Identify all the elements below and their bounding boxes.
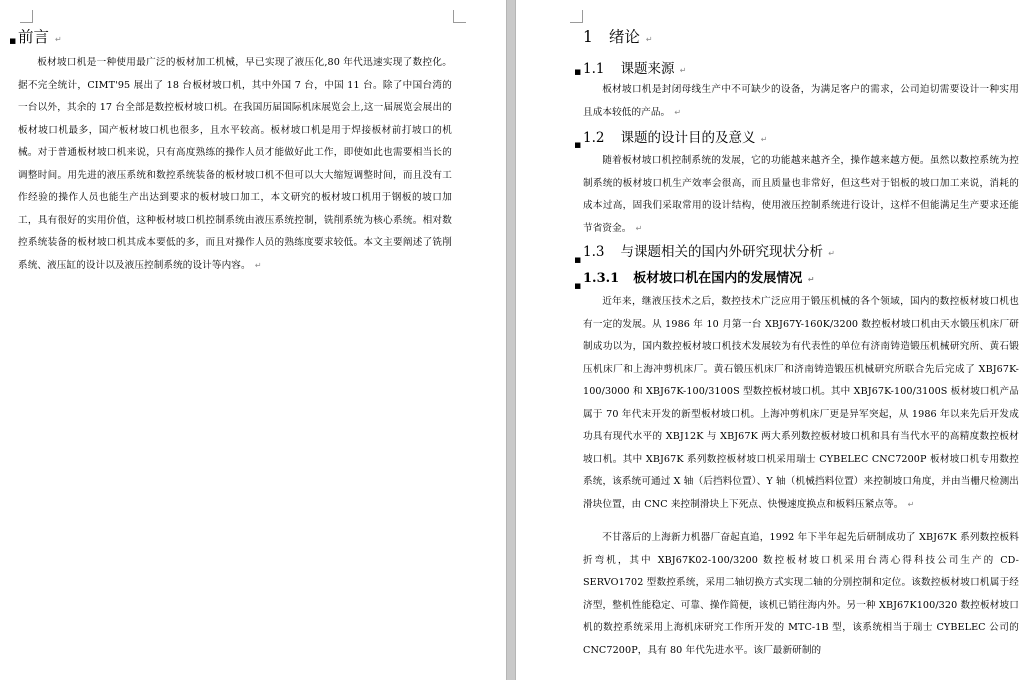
preface-heading[interactable] [18,27,62,50]
section-1-3-heading[interactable] [583,243,835,263]
chapter-title: 绪论 [608,28,640,46]
section-1-2-paragraph[interactable] [583,150,1019,240]
section-number: 1.3 [583,244,605,260]
section-title: 课题来源 [620,61,675,77]
crop-mark-top-left [20,10,33,23]
document-page-right[interactable] [516,0,1036,680]
section-title: 课题的设计目的及意义 [620,130,756,146]
paragraph-text: 随着板材坡口机控制系统的发展，它的功能越来越齐全，操作越来越方便。虽然以数控系统为控制系统的板材坡口机生产效率会很高，而且质量也非常好，但这些对于铝板的坡口加工来说，消耗的成本过高，固我们采取常用的设计结构，使用液压控制系统进行设计，这样不但能满足生产要求还能节省资金。 [583,155,1019,234]
section-number: 1.2 [583,130,605,146]
section-title: 与课题相关的国内外研究现状分析 [620,244,823,260]
section-1-3-1-paragraph-b[interactable] [583,527,1019,662]
paragraph-text: 不甘落后的上海新力机器厂奋起直追，1992 年下半年起先后研制成功了 XBJ67K 系列数控板料折弯机，其中 XBJ67K02-100/3200 数控板材坡口机采用台湾心得科技公司生产的 CD-SERVO1702 型数控系统，采用二轴切换方式实现二轴的分别控制和定位。该数控板材坡口机属于经济型，整机性能稳定、可靠、操作简便，该机已销往海内外。另一种 XBJ67K100/320 数控板材坡口机的数控系统采用上海机床研究工作所开发的 MTC-1B 型，该系统相当于瑞士 CYBELEC 公司的 CNC7200P，具有 80 年代先进水平。该厂最新研制的 [583,532,1019,656]
section-title: 板材坡口机在国内的发展情况 [633,271,803,286]
crop-mark-top-right [453,10,466,23]
crop-mark-top-left [570,10,583,23]
section-1-3-1-paragraph-a[interactable] [583,291,1019,516]
section-1-1-heading[interactable] [583,60,686,80]
section-number: 1.3.1 [583,271,620,286]
section-number: 1.1 [583,61,605,77]
section-1-2-heading[interactable] [583,129,767,149]
preface-heading-text: 前言 [18,28,50,46]
preface-paragraph-text: 板材坡口机是一种使用最广泛的板材加工机械，早已实现了液压化,80 年代迅速实现了数控化。据不完全统计，CIMT'95 展出了 18 台板材坡口机，其中外国 7 台，中国 11 台。除了中国台湾的一台以外，其余的 17 台全部是数控板材坡口机。在我国历届国际机床展览会上,这一届展览会展出的板材坡口机最多，国产板材坡口机也很多，且水平较高。板材坡口机是用于焊接板材前打坡口的机械。对于普通板材坡口机来说，只有高度熟练的操作人员才能做好此工作，即使如此也需要相当长的调整时间。用先进的液压系统和数控系统装备的板材坡口机不但可以大大缩短调整时间，而且没有工作经验的操作人员也能生产出达到要求的板材坡口加工，本文研究的板材坡口机用于钢板的坡口加工，具有很好的实用价值，这种板材坡口机控制系统由液压系统控制，铣削系统为核心系统。相对数控系统装备的板材坡口机其成本要低的多，而且对操作人员的熟练度要求较低。本文主要阐述了铣削系统、液压缸的设计以及液压控制系统的设计等内容。 [18,57,452,271]
heading-bullet-icon: ▪ [9,34,17,47]
heading-bullet-icon: ▪ [574,138,582,151]
chapter-number: 1 [583,28,593,46]
preface-paragraph[interactable] [18,52,452,277]
section-1-1-paragraph[interactable] [583,79,1019,124]
page-gutter [506,0,516,680]
heading-bullet-icon: ▪ [574,253,582,266]
section-1-3-1-heading[interactable] [583,270,814,289]
heading-bullet-icon: ▪ [574,279,582,292]
document-page-left[interactable] [0,0,506,680]
chapter-heading[interactable] [583,27,653,50]
paragraph-text: 板材坡口机是封闭母线生产中不可缺少的设备，为满足客户的需求，公司迫切需要设计一种实用且成本较低的产品。 [583,84,1019,118]
paragraph-text: 近年来，继液压技术之后，数控技术广泛应用于锻压机械的各个领域，国内的数控板材坡口机也有一定的发展。从 1986 年 10 月第一台 XBJ67Y-160K/3200 数控板材坡口机由天水锻压机床厂研制成功以为，国内数控板材坡口机技术发展较为有代表性的单位有济南铸造锻压机械研究所、黄石锻压机床厂和上海冲剪机床厂。黄石锻压机床厂和济南铸造锻压机械研究所联合先后完成了 XBJ67K-100/3000 和 XBJ67K-100/3100S 型数控板材坡口机。其中 XBJ67K-100/3100S 板材坡口机产品属于 70 年代末开发的新型板材坡口机。上海冲剪机床厂更是异军突起，从 1986 年以来先后开发成功具有现代水平的 XBJ12K 与 XBJ67K 两大系列数控板材坡口机和具有当代水平的高精度数控板材坡口机。其中 XBJ67K 系列数控板材坡口机采用瑞士 CYBELEC CNC7200P 板材坡口机专用数控系统，该系统可通过 X 轴（后挡料位置）、Y 轴（机械挡料位置）来控制坡口角度，并由当栅尺检测出滑块位置，由 CNC 来控制滑块上下死点、快慢速度换点和板料压紧点等。 [583,296,1019,510]
heading-bullet-icon: ▪ [574,65,582,78]
